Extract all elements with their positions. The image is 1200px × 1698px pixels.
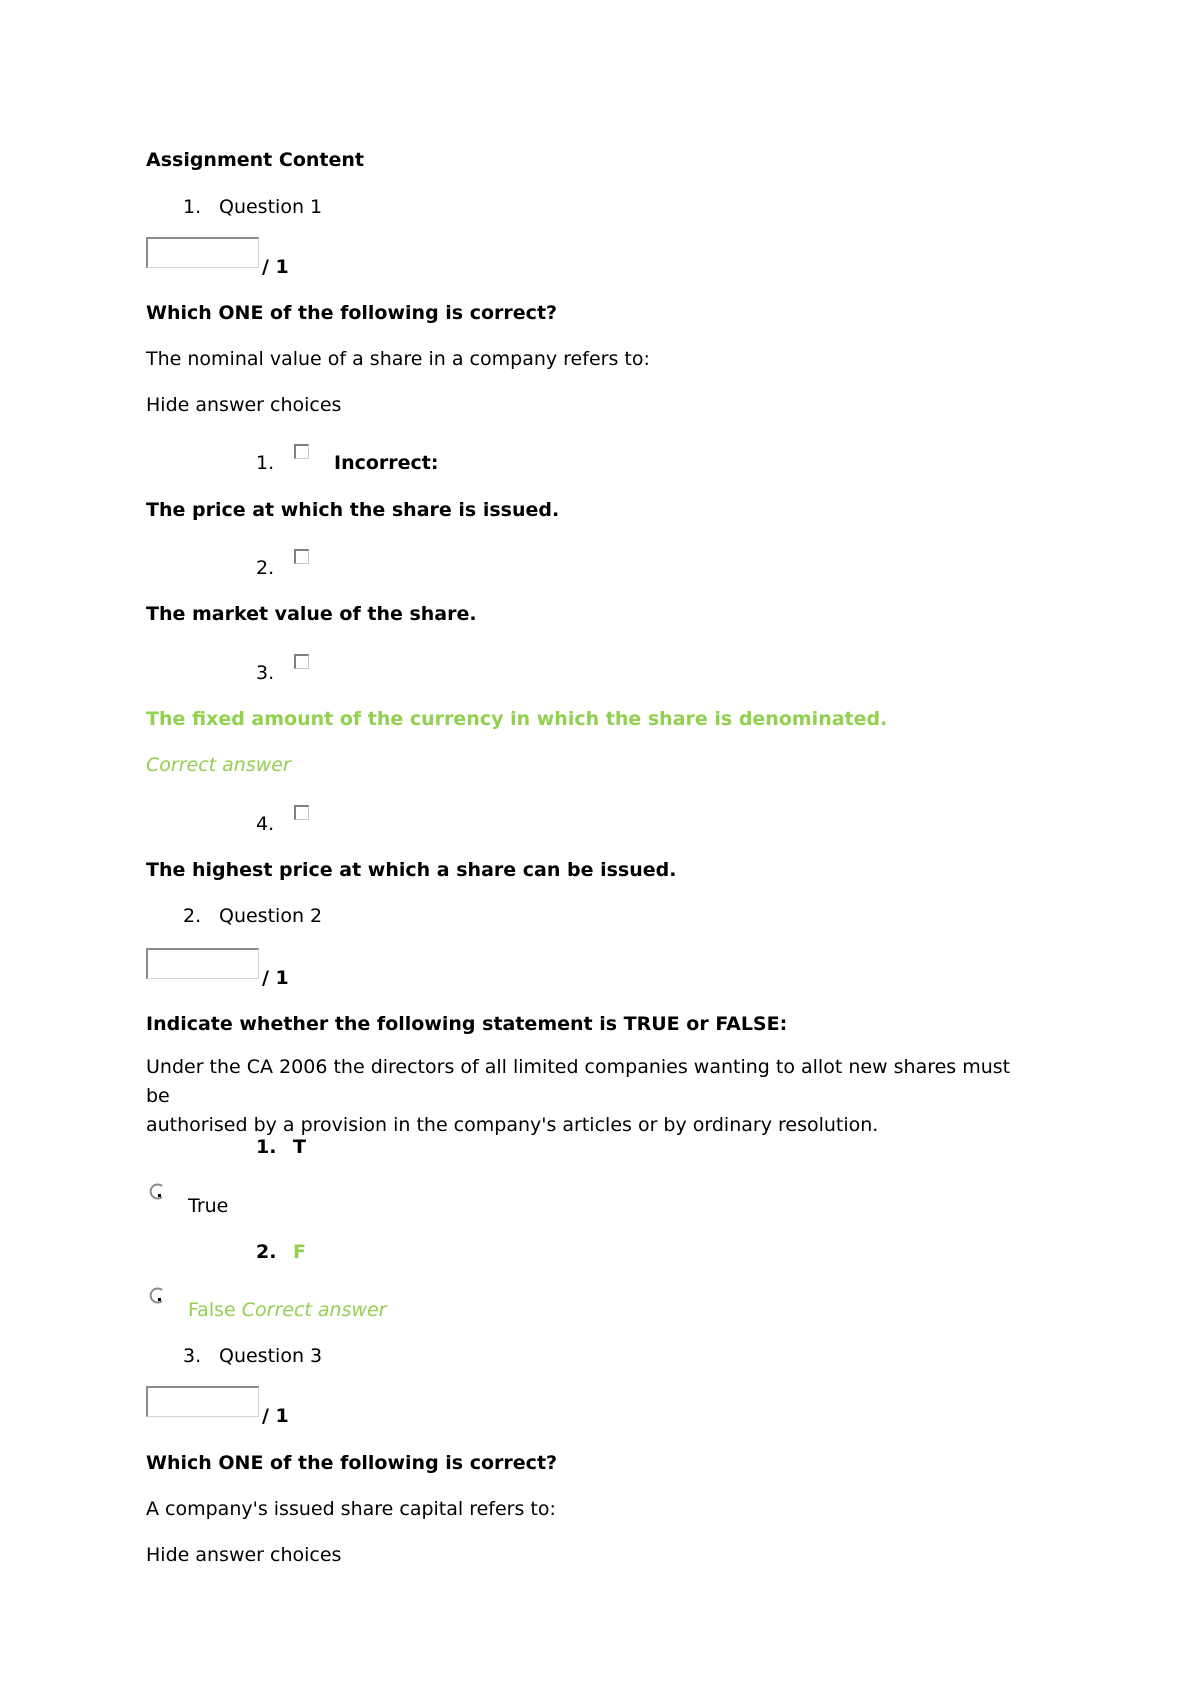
q2-option-false-radio[interactable] bbox=[148, 1286, 168, 1306]
q2-option-false-correct-note: Correct answer bbox=[241, 1299, 387, 1321]
question-2-prompt: Indicate whether the following statement is TRUE or FALSE: bbox=[146, 1013, 788, 1035]
assignment-title: Assignment Content bbox=[146, 149, 364, 171]
q1-option-2-number: 2. bbox=[256, 557, 275, 579]
q1-option-3-correct-note: Correct answer bbox=[146, 754, 291, 776]
question-1-number: 1. bbox=[183, 196, 202, 218]
question-2-number: 2. bbox=[183, 905, 202, 927]
q2-option-1-letter: T bbox=[293, 1136, 306, 1158]
question-2-stem bbox=[146, 1053, 1016, 1140]
q2-option-false-text: False bbox=[188, 1299, 236, 1321]
question-1-stem: The nominal value of a share in a company refers to: bbox=[146, 348, 650, 370]
question-3-score-total: / 1 bbox=[262, 1405, 289, 1427]
q1-option-4-checkbox[interactable] bbox=[294, 805, 309, 820]
q2-option-2-number: 2. bbox=[256, 1241, 277, 1263]
question-3-prompt: Which ONE of the following is correct? bbox=[146, 1452, 558, 1474]
question-3-stem: A company's issued share capital refers to: bbox=[146, 1498, 556, 1520]
q2-option-2-letter: F bbox=[293, 1241, 306, 1263]
question-3-number: 3. bbox=[183, 1345, 202, 1367]
q1-option-1-text: The price at which the share is issued. bbox=[146, 499, 560, 521]
q2-option-true-radio[interactable] bbox=[148, 1182, 168, 1202]
q1-option-1-number: 1. bbox=[256, 452, 275, 474]
q2-option-1-number: 1. bbox=[256, 1136, 277, 1158]
q1-option-1-checkbox[interactable] bbox=[294, 444, 309, 459]
question-1-prompt: Which ONE of the following is correct? bbox=[146, 302, 558, 324]
question-2-score-total: / 1 bbox=[262, 967, 289, 989]
q1-option-2-text: The market value of the share. bbox=[146, 603, 477, 625]
q1-option-2-checkbox[interactable] bbox=[294, 549, 309, 564]
q1-option-3-text: The fixed amount of the currency in which the share is denominated. bbox=[146, 708, 888, 730]
question-2-score-input[interactable] bbox=[146, 948, 259, 979]
q1-option-4-number: 4. bbox=[256, 813, 275, 835]
question-3-score-input[interactable] bbox=[146, 1386, 259, 1417]
question-1-score-total: / 1 bbox=[262, 256, 289, 278]
q1-option-4-text: The highest price at which a share can be issued. bbox=[146, 859, 677, 881]
question-2-label: Question 2 bbox=[219, 905, 323, 927]
question-3-hide-choices-link[interactable]: Hide answer choices bbox=[146, 1544, 342, 1566]
question-1-score-input[interactable] bbox=[146, 237, 259, 268]
question-3-label: Question 3 bbox=[219, 1345, 323, 1367]
q2-option-false-row bbox=[188, 1298, 387, 1322]
question-2-stem-line-2: authorised by a provision in the company's articles or by ordinary resolution. bbox=[146, 1114, 879, 1136]
question-2-stem-line-1: Under the CA 2006 the directors of all limited companies wanting to allot new shares must be bbox=[146, 1056, 1011, 1107]
q1-option-1-status: Incorrect: bbox=[334, 452, 439, 474]
question-1-label: Question 1 bbox=[219, 196, 323, 218]
q1-option-3-checkbox[interactable] bbox=[294, 654, 309, 669]
q2-option-true-text: True bbox=[188, 1195, 229, 1217]
q1-option-3-number: 3. bbox=[256, 662, 275, 684]
question-1-hide-choices-link[interactable]: Hide answer choices bbox=[146, 394, 342, 416]
